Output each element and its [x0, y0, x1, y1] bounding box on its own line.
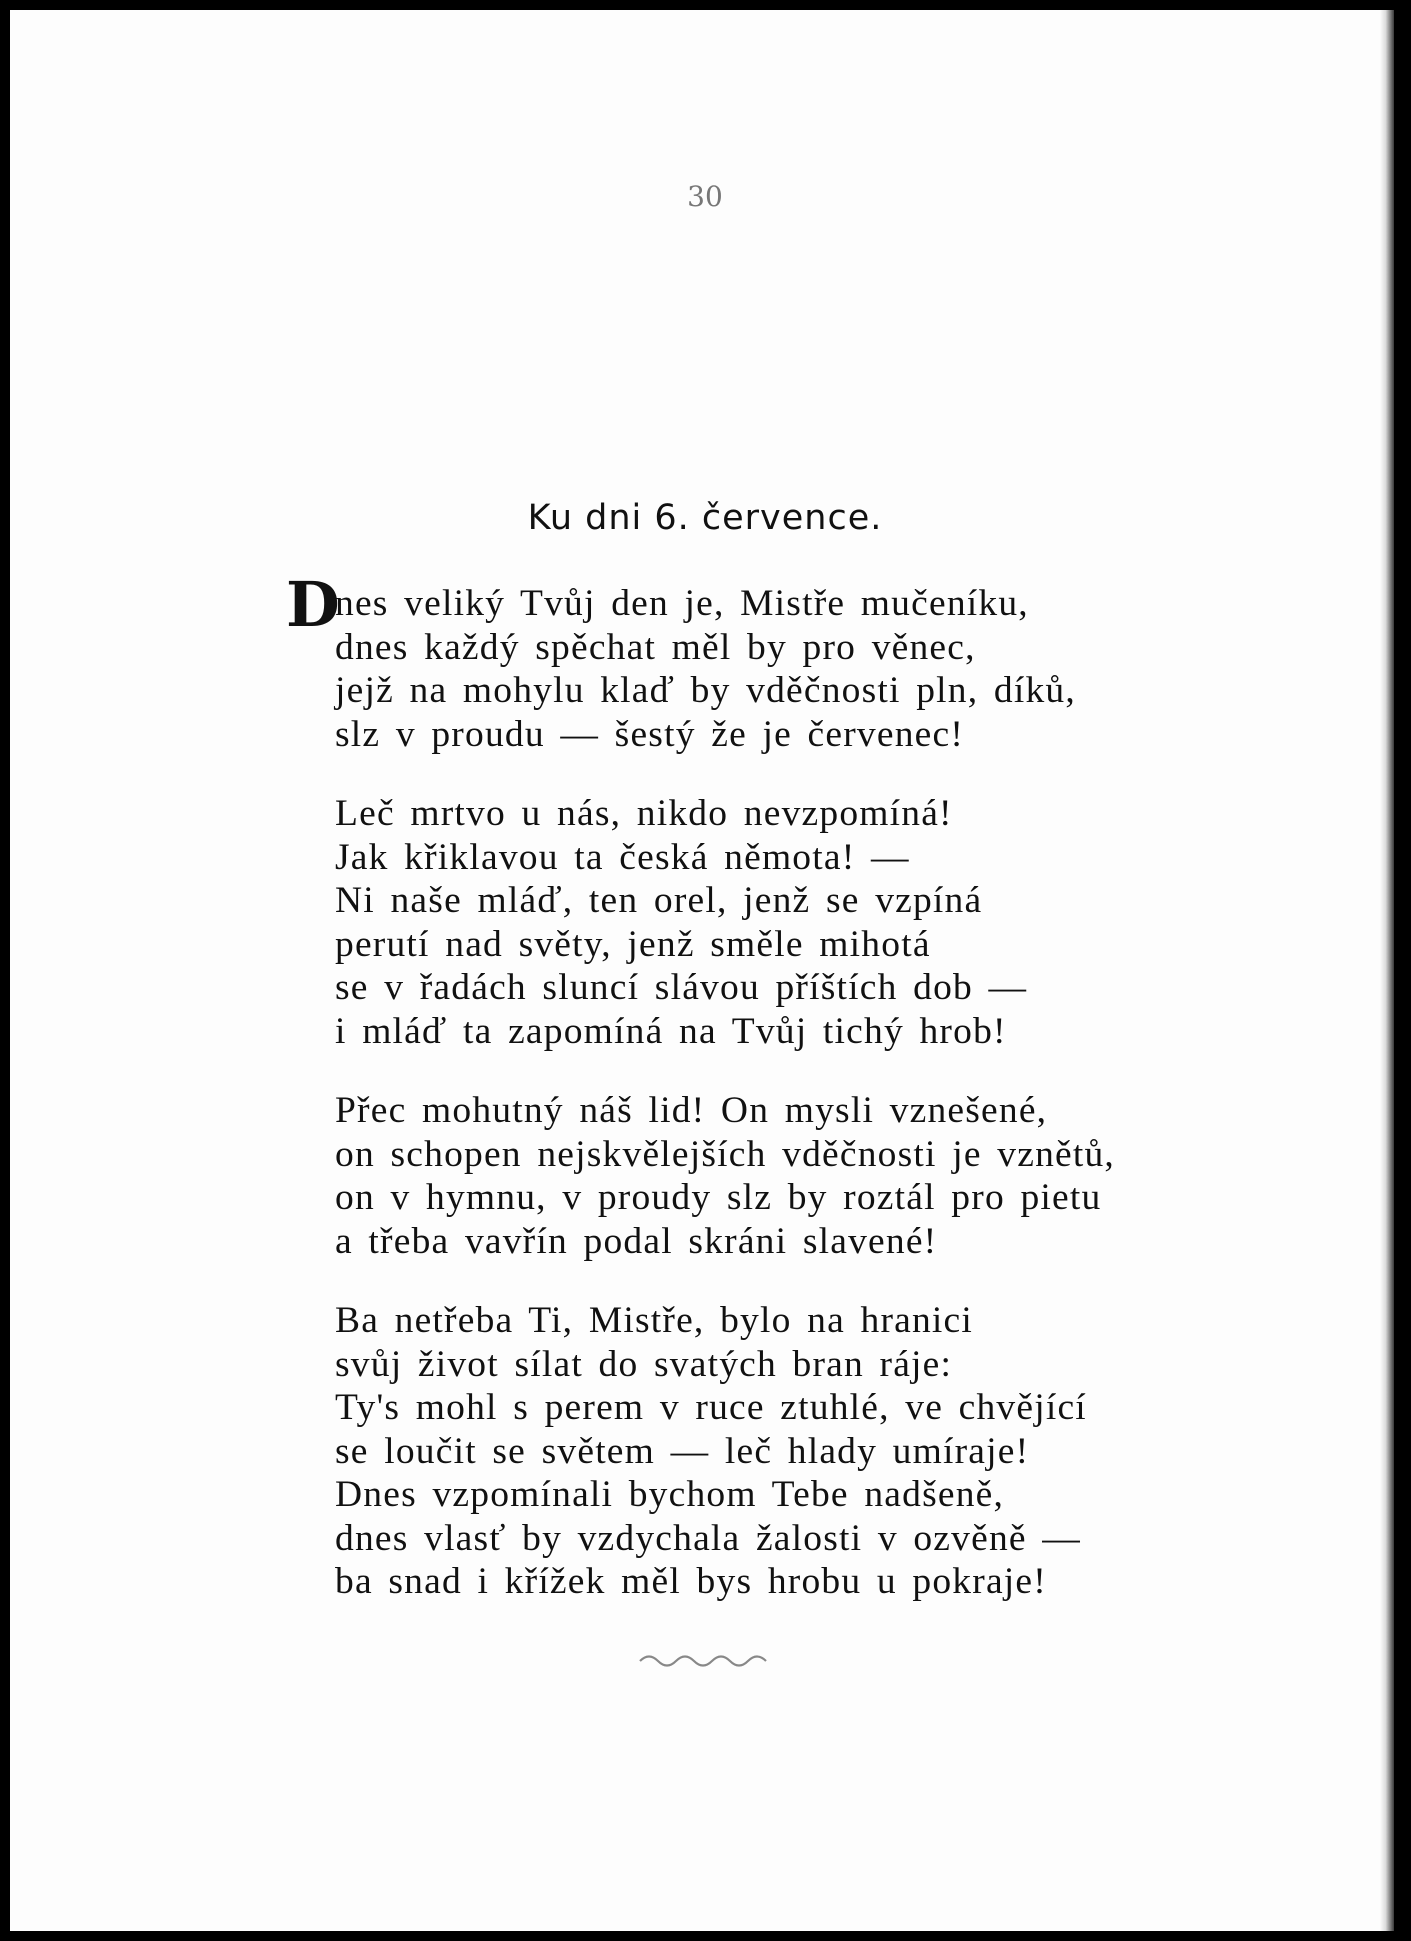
- verse-line: jejž na mohylu klaď by vděčnosti pln, díků,: [335, 670, 1076, 711]
- verse-line: a třeba vavřín podal skráni slavené!: [335, 1220, 938, 1262]
- verse-line: nes veliký Tvůj den je, Mistře mučeníku,: [335, 583, 1029, 624]
- book-page: [10, 10, 1394, 1931]
- page-number: 30: [687, 180, 723, 213]
- drop-cap-initial: D: [286, 568, 341, 641]
- verse-line: on schopen nejskvělejších vděčnosti je vznětů,: [335, 1133, 1116, 1175]
- verse-line: Ty's mohl s perem v ruce ztuhlé, ve chvějící: [335, 1387, 1087, 1428]
- verse-line: ba snad i křížek měl bys hrobu u pokraje!: [335, 1561, 1047, 1602]
- poem-body: [286, 568, 1215, 1604]
- verse-line: Ni naše mláď, ten orel, jenž se vzpíná: [335, 880, 983, 921]
- verse-line: Jak křiklavou ta česká němota! —: [335, 836, 910, 878]
- verse-line: perutí nad světy, jenž směle mihotá: [335, 923, 931, 965]
- wavy-ornament-divider: [638, 1653, 773, 1669]
- verse-line: se v řadách sluncí slávou příštích dob —: [335, 967, 1028, 1008]
- verse-line: on v hymnu, v proudy slz by roztál pro pietu: [335, 1177, 1102, 1218]
- verse-line: i mláď ta zapomíná na Tvůj tichý hrob!: [335, 1010, 1007, 1052]
- verse-line: dnes vlasť by vzdychala žalosti v ozvěně —: [335, 1517, 1082, 1559]
- verse-line: slz v proudu — šestý že je červenec!: [335, 713, 965, 755]
- verse-line: dnes každý spěchat měl by pro věnec,: [335, 626, 976, 668]
- stanza-2: [335, 792, 1215, 1053]
- stanza-4: [335, 1299, 1215, 1604]
- verse-line: svůj život sílat do svatých bran ráje:: [335, 1343, 953, 1385]
- stanza-3: [335, 1089, 1215, 1263]
- verse-line: Přec mohutný náš lid! On mysli vznešené,: [335, 1090, 1048, 1131]
- poem-title: Ku dni 6. července.: [527, 498, 883, 538]
- verse-line: se loučit se světem — leč hlady umíraje!: [335, 1430, 1030, 1472]
- stanza-1: [335, 582, 1215, 756]
- page-edge-shadow: [1380, 10, 1394, 1931]
- verse-line: Dnes vzpomínali bychom Tebe nadšeně,: [335, 1474, 1005, 1515]
- verse-line: Leč mrtvo u nás, nikdo nevzpomíná!: [335, 793, 953, 834]
- verse-line: Ba netřeba Ti, Mistře, bylo na hranici: [335, 1300, 974, 1341]
